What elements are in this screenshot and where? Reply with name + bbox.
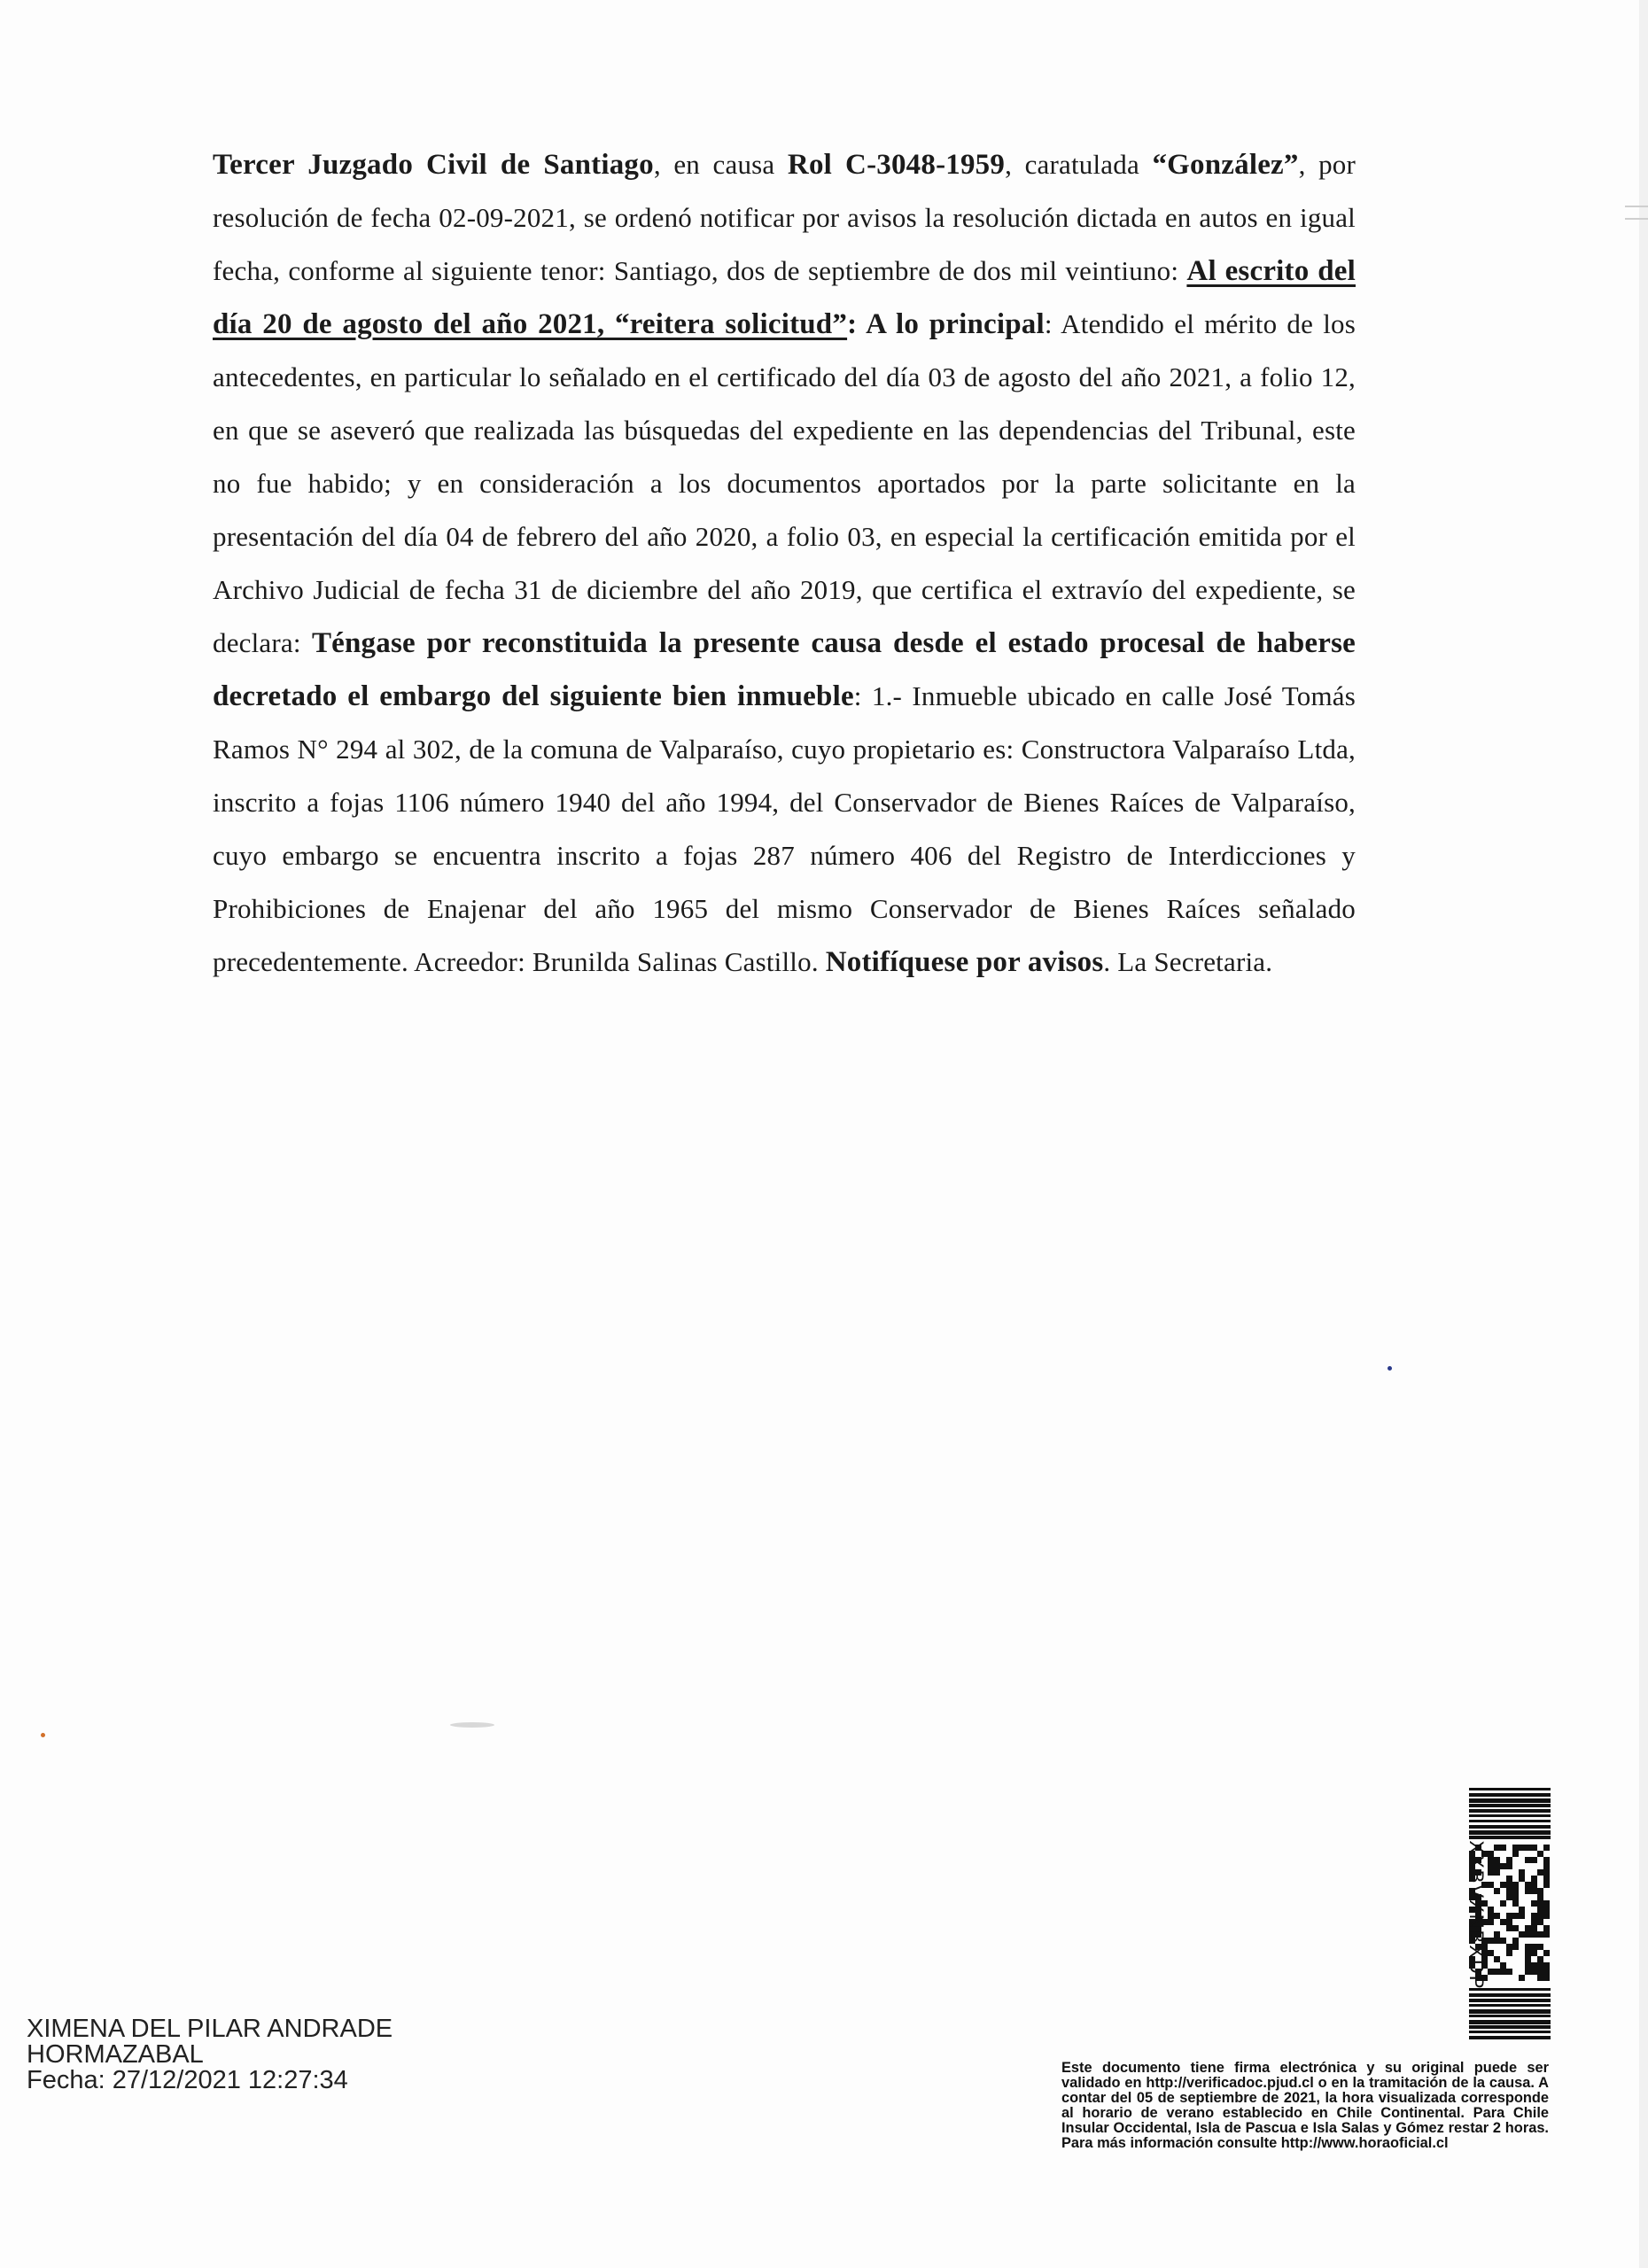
matrix-module xyxy=(1519,1975,1525,1981)
matrix-module xyxy=(1543,1882,1550,1888)
court-name: Tercer Juzgado Civil de Santiago xyxy=(213,149,654,181)
matrix-module xyxy=(1512,1925,1519,1931)
matrix-module xyxy=(1500,1962,1506,1969)
matrix-module xyxy=(1512,1894,1519,1900)
colon: : xyxy=(847,308,867,340)
barcode-bar xyxy=(1469,1809,1551,1813)
matrix-module xyxy=(1537,1956,1543,1962)
matrix-module xyxy=(1488,1919,1494,1925)
matrix-module xyxy=(1537,1894,1543,1900)
matrix-module xyxy=(1531,1888,1537,1894)
matrix-module xyxy=(1488,1851,1494,1857)
matrix-module xyxy=(1525,1956,1531,1962)
matrix-module xyxy=(1494,1938,1500,1944)
matrix-module xyxy=(1525,1845,1531,1851)
matrix-module xyxy=(1543,1857,1550,1863)
matrix-module xyxy=(1531,1925,1537,1931)
scan-speck xyxy=(41,1733,45,1737)
matrix-module xyxy=(1525,1925,1531,1931)
matrix-module xyxy=(1488,1857,1494,1863)
matrix-module xyxy=(1494,1845,1500,1851)
matrix-module xyxy=(1519,1876,1525,1882)
matrix-module xyxy=(1512,1944,1519,1950)
matrix-module xyxy=(1537,1913,1543,1919)
matrix-module xyxy=(1500,1882,1506,1888)
matrix-module xyxy=(1537,1944,1543,1950)
body-text-segment: , en causa xyxy=(653,149,788,180)
body-text-segment: , caratulada xyxy=(1005,149,1153,180)
matrix-module xyxy=(1506,1919,1512,1925)
matrix-module xyxy=(1519,1931,1525,1938)
matrix-module xyxy=(1531,1969,1537,1975)
matrix-module xyxy=(1506,1857,1512,1863)
signature-date: Fecha: 27/12/2021 12:27:34 xyxy=(27,2068,348,2091)
matrix-module xyxy=(1525,1882,1531,1888)
matrix-module xyxy=(1506,1863,1512,1869)
barcode-bar xyxy=(1469,1798,1551,1803)
barcode-bar xyxy=(1469,2015,1551,2017)
matrix-module xyxy=(1543,1962,1550,1969)
matrix-module xyxy=(1494,1969,1500,1975)
matrix-module xyxy=(1494,1888,1500,1894)
matrix-module xyxy=(1488,1869,1494,1876)
matrix-module xyxy=(1512,1913,1519,1919)
declaration: Téngase por reconstituida la presente causa desde el estado procesal de haberse decretado el embargo del siguiente bien inmueble xyxy=(213,627,1356,712)
matrix-module xyxy=(1531,1931,1537,1938)
barcode-bar xyxy=(1469,1793,1551,1797)
matrix-module xyxy=(1512,1882,1519,1888)
verification-code: XXBVXNBXDP xyxy=(1465,1840,1488,1991)
scan-edge xyxy=(1639,0,1648,2268)
matrix-module xyxy=(1531,1882,1537,1888)
barcode-bar xyxy=(1469,1804,1551,1807)
matrix-module xyxy=(1525,1888,1531,1894)
scan-mark xyxy=(1625,218,1648,220)
matrix-module xyxy=(1506,1876,1512,1882)
matrix-module xyxy=(1506,1944,1512,1950)
body-text-segment: : Atendido el mérito de los antecedentes, en particular lo señalado en el certificado del día 03 de agosto del año 2021, a folio 12, en que se aseveró que realizada las búsquedas del expediente en las dependencias del Tribunal, este no fue habido; y en consideración a los documentos aportados por la parte solicitante en la presentación del día 04 de febrero del año 2020, a folio 03, en especial la certificación emitida por el Archivo Judicial de fecha 31 de diciembre del año 2019, que certifica el extravío del expediente, se declara: xyxy=(213,308,1356,658)
matrix-module xyxy=(1512,1900,1519,1907)
matrix-module xyxy=(1494,1863,1500,1869)
matrix-module xyxy=(1512,1938,1519,1944)
matrix-module xyxy=(1537,1900,1543,1907)
matrix-module xyxy=(1506,1925,1512,1931)
scan-speck xyxy=(1388,1366,1392,1371)
matrix-module xyxy=(1537,1869,1543,1876)
matrix-module xyxy=(1543,1863,1550,1869)
matrix-module xyxy=(1543,1931,1550,1938)
matrix-module xyxy=(1512,1845,1519,1851)
matrix-module xyxy=(1543,1869,1550,1876)
barcode-bar xyxy=(1469,2020,1551,2024)
matrix-module xyxy=(1537,1907,1543,1913)
matrix-module xyxy=(1537,1975,1543,1981)
matrix-module xyxy=(1488,1950,1494,1956)
matrix-module xyxy=(1488,1938,1494,1944)
matrix-module xyxy=(1531,1876,1537,1882)
filing-reference: Al escrito del día 20 de agosto del año 2021, “reitera solicitud” xyxy=(213,255,1356,340)
matrix-module xyxy=(1531,1944,1537,1950)
matrix-module xyxy=(1500,1969,1506,1975)
matrix-module xyxy=(1525,1962,1531,1969)
resolution-text xyxy=(213,138,1356,989)
matrix-module xyxy=(1488,1913,1494,1919)
matrix-module xyxy=(1543,1925,1550,1931)
matrix-module xyxy=(1488,1882,1494,1888)
matrix-module xyxy=(1488,1907,1494,1913)
body-text-segment: : 1.- Inmueble ubicado en calle José Tomás Ramos N° 294 al 302, de la comuna de Valparaíso, cuyo propietario es: Constructora Valparaíso Ltda, inscrito a fojas 1106 número 1940 del año 1994, del Conservador de Bienes Raíces de Valparaíso, cuyo embargo se encuentra inscrito a fojas 287 número 406 del Registro de Interdicciones y Prohibiciones de Enajenar del año 1965 del mismo Conservador de Bienes Raíces señalado precedentemente. Acreedor: Brunilda Salinas Castillo. xyxy=(213,680,1356,977)
matrix-module xyxy=(1543,1900,1550,1907)
matrix-module xyxy=(1500,1845,1506,1851)
matrix-module xyxy=(1543,1969,1550,1975)
matrix-module xyxy=(1543,1975,1550,1981)
matrix-module xyxy=(1506,1913,1512,1919)
matrix-module xyxy=(1494,1913,1500,1919)
signer-name-line2: HORMAZABAL xyxy=(27,2040,204,2069)
barcode-bar xyxy=(1469,1788,1551,1790)
matrix-module xyxy=(1531,1857,1537,1863)
case-role: Rol C-3048-1959 xyxy=(787,149,1006,181)
matrix-module xyxy=(1537,1969,1543,1975)
matrix-module xyxy=(1519,1913,1525,1919)
matrix-module xyxy=(1537,1919,1543,1925)
scan-speck xyxy=(450,1722,494,1728)
matrix-module xyxy=(1531,1919,1537,1925)
matrix-module xyxy=(1525,1944,1531,1950)
matrix-module xyxy=(1531,1845,1537,1851)
matrix-module xyxy=(1506,1950,1512,1956)
matrix-module xyxy=(1543,1845,1550,1851)
matrix-module xyxy=(1519,1845,1525,1851)
body-text-segment: . La Secretaria. xyxy=(1103,946,1273,977)
matrix-module xyxy=(1531,1950,1537,1956)
matrix-module xyxy=(1500,1863,1506,1869)
matrix-module xyxy=(1488,1863,1494,1869)
barcode-bar xyxy=(1469,1814,1551,1817)
barcode-bar xyxy=(1469,2025,1551,2029)
matrix-module xyxy=(1494,1931,1500,1938)
matrix-module xyxy=(1494,1869,1500,1876)
matrix-module xyxy=(1525,1969,1531,1975)
matrix-module xyxy=(1537,1888,1543,1894)
matrix-module xyxy=(1488,1969,1494,1975)
matrix-module xyxy=(1543,1913,1550,1919)
matrix-module xyxy=(1525,1931,1531,1938)
barcode-bar xyxy=(1469,2036,1551,2039)
matrix-module xyxy=(1543,1876,1550,1882)
matrix-module xyxy=(1525,1950,1531,1956)
matrix-module xyxy=(1519,1907,1525,1913)
matrix-module xyxy=(1531,1962,1537,1969)
body-text-segment: , por resolución de fecha 02-09-2021, se ordenó notificar por avisos la resolución dictada en autos en igual fecha, conforme al siguiente tenor: Santiago, dos de septiembre de dos mil veintiuno: xyxy=(213,149,1356,286)
matrix-module xyxy=(1512,1851,1519,1857)
matrix-module xyxy=(1500,1919,1506,1925)
matrix-module xyxy=(1543,1950,1550,1956)
matrix-module xyxy=(1500,1900,1506,1907)
scan-mark xyxy=(1625,206,1648,207)
signer-name-line1: XIMENA DEL PILAR ANDRADE xyxy=(27,2015,393,2043)
matrix-module xyxy=(1506,1888,1512,1894)
barcode-bar xyxy=(1469,2031,1551,2033)
case-title: “González” xyxy=(1152,149,1299,181)
matrix-module xyxy=(1506,1894,1512,1900)
notify-order: Notifíquese por avisos xyxy=(825,946,1104,978)
matrix-module xyxy=(1494,1956,1500,1962)
matrix-module xyxy=(1494,1857,1500,1863)
matrix-module xyxy=(1525,1857,1531,1863)
matrix-module xyxy=(1531,1913,1537,1919)
matrix-module xyxy=(1506,1882,1512,1888)
matrix-module xyxy=(1537,1931,1543,1938)
matrix-module xyxy=(1500,1938,1506,1944)
matrix-module xyxy=(1537,1962,1543,1969)
matrix-module xyxy=(1512,1888,1519,1894)
signature-block xyxy=(27,2016,393,2091)
matrix-module xyxy=(1519,1869,1525,1876)
electronic-signature-note: Este documento tiene firma electrónica y su original puede ser validado en http://verificadoc.pjud.cl o en la tramitación de la causa. A contar del 05 de septiembre de 2021, la hora visualizada corresponde al horario de verano establecido en Chile Continental. Para Chile Insular Occidental, Isla de Pascua e Isla Salas y Gómez restar 2 horas. Para más información consulte http://www.horaoficial.cl xyxy=(1061,2060,1549,2151)
matrix-module xyxy=(1506,1969,1512,1975)
matrix-module xyxy=(1537,1851,1543,1857)
matrix-module xyxy=(1531,1900,1537,1907)
principal-label: A lo principal xyxy=(866,308,1045,340)
matrix-module xyxy=(1543,1907,1550,1913)
